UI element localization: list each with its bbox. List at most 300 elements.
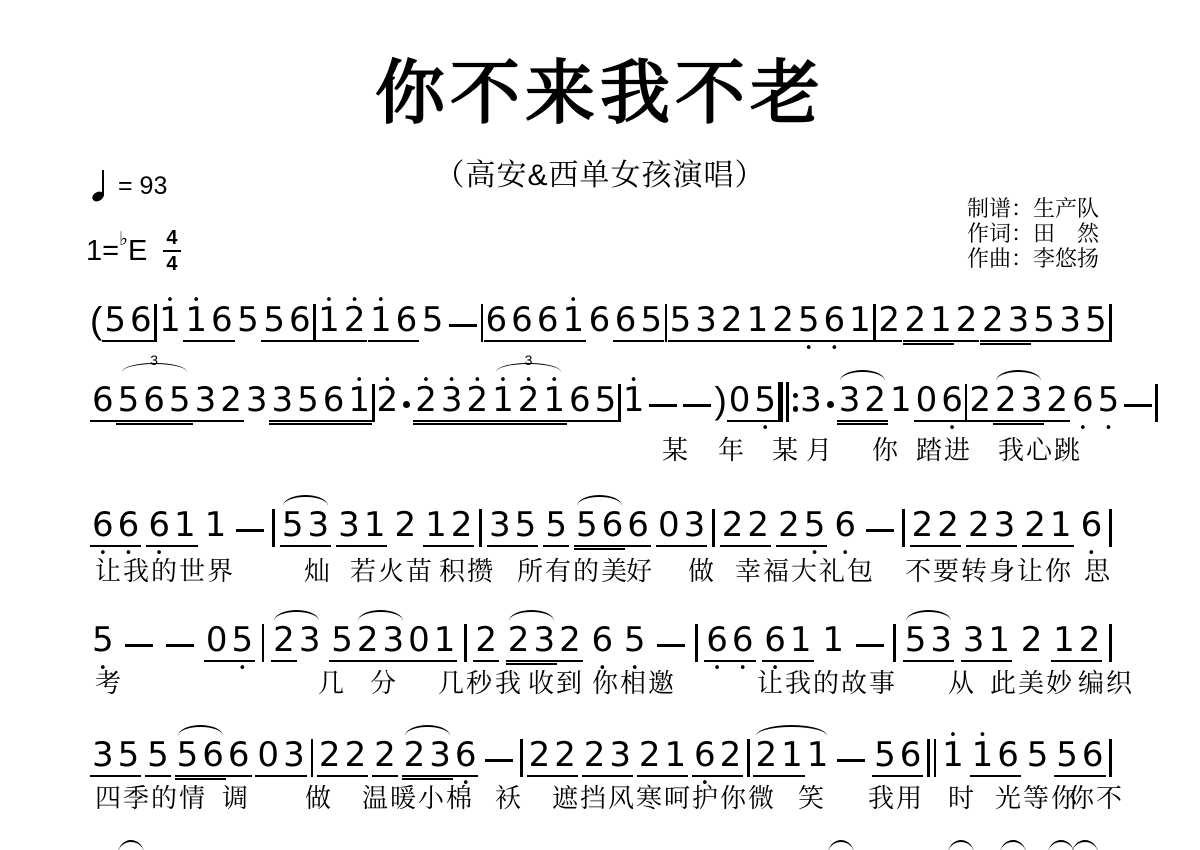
token — [1019, 620, 1045, 662]
token — [832, 505, 858, 547]
note: 3 — [194, 380, 217, 420]
dash — [485, 759, 513, 763]
note: 6 — [322, 380, 345, 420]
note: 2 — [356, 620, 379, 660]
slur-group — [175, 735, 226, 777]
note: 2 — [981, 300, 1004, 340]
token — [1121, 404, 1155, 423]
token — [853, 644, 887, 663]
token — [271, 620, 322, 662]
token — [872, 735, 923, 777]
note: 3 — [429, 735, 451, 775]
lyric: 我心跳 — [998, 435, 1083, 465]
note: • 2 — [413, 383, 439, 422]
token — [235, 300, 261, 342]
lyric: 时 — [948, 783, 977, 813]
note: 5 • — [802, 508, 828, 547]
lyric: 积攒 — [439, 556, 496, 586]
lyric: 我用 — [868, 783, 925, 813]
note: 2 — [1046, 380, 1068, 420]
note: 3 — [1007, 300, 1030, 340]
flat-icon: ♭ — [119, 228, 129, 250]
token — [473, 620, 499, 662]
note: 6 • — [146, 508, 172, 547]
note: 2 — [720, 300, 743, 340]
barline — [893, 624, 896, 662]
token — [392, 505, 418, 547]
note: 2 — [554, 735, 576, 775]
token — [637, 735, 688, 777]
note: 2 — [344, 735, 367, 775]
barline — [1109, 304, 1112, 342]
token — [1054, 735, 1105, 777]
note: 1 — [1053, 620, 1075, 660]
token — [261, 300, 312, 342]
token — [233, 529, 267, 548]
lyric: 四季的情 — [95, 783, 208, 813]
slur-group — [903, 620, 954, 662]
note: 3 — [298, 620, 321, 660]
double-barline — [927, 739, 936, 777]
dash — [449, 324, 477, 328]
note: 5 — [514, 505, 537, 545]
note: 5 — [594, 380, 617, 420]
token — [336, 505, 387, 547]
triplet-group — [116, 380, 193, 422]
note: 3 — [695, 300, 717, 340]
glyph — [778, 382, 783, 422]
token — [145, 735, 171, 777]
token — [1025, 735, 1051, 777]
note: 5 — [545, 505, 567, 545]
token — [183, 300, 234, 342]
token — [720, 505, 771, 547]
token — [90, 505, 141, 547]
note: 6 — [143, 380, 165, 420]
token — [146, 505, 197, 547]
note: • 2 — [464, 383, 490, 422]
note: 2 — [1078, 620, 1101, 660]
token — [747, 739, 750, 777]
note: 2 — [778, 505, 800, 545]
lyric: 好 — [626, 556, 655, 586]
note: 1 — [822, 620, 844, 660]
token — [1109, 624, 1112, 662]
dash — [125, 644, 153, 648]
credit-arranger: 制谱：生产队 — [967, 196, 1100, 221]
token — [668, 300, 873, 342]
note: 2 — [995, 380, 1017, 420]
note: 5 • — [796, 303, 822, 342]
barline — [262, 624, 265, 662]
note: 6 • — [453, 738, 479, 777]
note: 2 — [273, 620, 295, 660]
lyric: 让我的故事 — [757, 668, 898, 698]
token — [402, 735, 479, 777]
token — [914, 380, 965, 422]
note: 5 — [168, 380, 191, 420]
parenthesis: ) — [714, 380, 727, 421]
note: • 3 — [439, 383, 465, 422]
barline — [1155, 384, 1158, 422]
barline — [695, 624, 698, 662]
token — [464, 624, 467, 662]
token — [479, 509, 482, 547]
cutoff-slur-arc — [118, 840, 144, 850]
note: 3 — [1059, 300, 1082, 340]
cutoff-slur-arc — [1000, 840, 1026, 850]
note: 5 — [1033, 300, 1055, 340]
token — [961, 620, 1012, 662]
note: 3 — [838, 380, 861, 420]
credit-lyricist: 作词：田 然 — [967, 221, 1100, 246]
note: 0 — [408, 620, 430, 660]
song-title: 你不来我不老 — [375, 54, 825, 132]
cutoff-slur-arc — [1048, 840, 1074, 850]
note: 2 — [721, 505, 744, 545]
note: 3 — [283, 735, 305, 775]
repeat-begin-barline — [778, 382, 798, 422]
token — [1155, 384, 1158, 422]
cutoff-slur-arc — [828, 840, 854, 850]
token — [863, 529, 897, 548]
note: 3 — [271, 380, 294, 420]
token — [798, 380, 837, 422]
token — [589, 620, 615, 662]
lyric: 灿 — [304, 556, 333, 586]
augmentation-dot — [403, 401, 410, 408]
token — [317, 735, 368, 777]
token — [163, 644, 197, 663]
note: 6 — [601, 505, 624, 545]
token — [1022, 505, 1073, 547]
lyric: 几 — [318, 668, 347, 698]
note: 0 — [915, 380, 938, 420]
music-line-5 — [90, 735, 1112, 777]
glyph — [786, 382, 789, 422]
token — [613, 300, 664, 342]
barline — [712, 509, 715, 547]
note: 2 — [394, 505, 417, 545]
note: 1 — [806, 735, 829, 775]
token — [727, 380, 778, 422]
note: 5 — [640, 300, 663, 340]
note: 2 — [374, 735, 396, 775]
key-prefix: 1= — [86, 234, 120, 267]
note: 5 — [281, 505, 304, 545]
token — [970, 735, 1021, 777]
music-line-1 — [90, 300, 1112, 342]
dash — [856, 644, 884, 648]
lyric: 调 — [222, 783, 251, 813]
note: 5 — [147, 735, 169, 775]
note: 5 — [331, 620, 353, 660]
dash — [657, 644, 685, 648]
note: 6 • — [90, 508, 116, 547]
token — [1057, 300, 1108, 342]
note: 3 — [489, 505, 511, 545]
token — [487, 505, 538, 547]
note: 5 — [1026, 735, 1049, 775]
note: 5 — [904, 620, 927, 660]
note: 1 — [849, 300, 871, 340]
note: 2 — [864, 380, 886, 420]
note: 5 — [1085, 300, 1107, 340]
note: • 1 — [157, 303, 183, 342]
token — [910, 505, 961, 547]
meter-upper: 4 — [163, 228, 180, 252]
token — [837, 380, 914, 422]
lyric: 踏进 — [916, 435, 973, 465]
note: 1 — [363, 505, 386, 545]
note: 3 — [338, 505, 360, 545]
note: • 1 — [368, 303, 394, 342]
note: 2 — [755, 735, 778, 775]
token — [272, 509, 275, 547]
token — [893, 624, 896, 662]
token — [423, 505, 474, 547]
note: 5 — [421, 300, 444, 340]
lyric: 思 — [1084, 556, 1113, 586]
note: 3 — [307, 505, 330, 545]
note: 3 — [245, 380, 268, 420]
note: • 1 — [183, 303, 209, 342]
token — [704, 620, 755, 662]
augmentation-dot — [827, 401, 834, 408]
token — [1070, 380, 1096, 422]
dash — [683, 404, 711, 408]
note: • 1 — [621, 383, 647, 422]
dash — [166, 644, 194, 648]
note: 5 — [263, 300, 285, 340]
note: 6 — [997, 735, 1019, 775]
token — [157, 300, 183, 342]
note: 6 — [1081, 735, 1104, 775]
note: • 1 — [541, 383, 567, 422]
token — [204, 620, 255, 662]
meter-lower: 4 — [166, 253, 178, 275]
lyric: 某 — [662, 435, 691, 465]
barline — [902, 509, 905, 547]
note: 6 • — [1070, 383, 1096, 422]
token — [993, 380, 1070, 422]
barline — [272, 509, 275, 547]
tempo-value: = 93 — [118, 171, 168, 200]
token — [776, 505, 827, 547]
note: • 2 — [516, 383, 542, 422]
token — [966, 505, 1017, 547]
note: 2 — [937, 505, 959, 545]
token — [244, 380, 270, 422]
token — [695, 624, 698, 662]
note: 2 — [220, 380, 242, 420]
note: 2 — [747, 505, 770, 545]
note: 3 — [609, 735, 631, 775]
slur-group — [753, 735, 830, 777]
note: 6 • — [762, 623, 788, 662]
lyric: 让我的世界 — [95, 556, 236, 586]
lyric: 你 — [872, 435, 901, 465]
token — [646, 404, 680, 423]
note: 6 — [129, 300, 152, 340]
glyph — [934, 739, 937, 777]
note: 3 — [930, 620, 952, 660]
lyric: 遮挡风寒呵护你微 — [552, 783, 777, 813]
note: 2 — [318, 735, 341, 775]
note: 5 • — [230, 623, 256, 662]
lyric: 从 — [948, 668, 977, 698]
slur-group — [402, 735, 453, 777]
token — [90, 620, 116, 662]
token — [680, 382, 726, 422]
token — [316, 300, 367, 342]
note: 2 — [583, 735, 606, 775]
token — [372, 735, 398, 777]
note: 5 • — [1096, 383, 1122, 422]
slur-group — [280, 505, 331, 547]
note: 2 — [904, 300, 927, 340]
note: 0 — [728, 380, 751, 420]
note: 1 — [746, 300, 769, 340]
token — [311, 739, 314, 777]
lyric: 温暖小棉 — [362, 783, 475, 813]
slur-group — [506, 620, 557, 662]
lyric: 做 — [305, 783, 334, 813]
note: 1 — [433, 620, 456, 660]
dash — [236, 529, 264, 533]
lyric: 编织 — [1078, 668, 1135, 698]
token — [902, 509, 905, 547]
note: 3 — [683, 505, 706, 545]
token — [527, 735, 578, 777]
note: 6 • — [1079, 508, 1105, 547]
music-line-3 — [90, 505, 1112, 547]
barline — [311, 739, 314, 777]
note: 2 — [507, 620, 530, 660]
token — [280, 505, 331, 547]
lyric: 若火苗 — [350, 556, 435, 586]
token — [420, 300, 446, 342]
note: 3 — [800, 380, 822, 420]
note: 2 — [878, 300, 900, 340]
slur-group — [993, 380, 1044, 422]
token — [582, 735, 633, 777]
note: 0 — [257, 735, 280, 775]
token — [927, 739, 936, 777]
note: 2 — [1020, 620, 1043, 660]
token — [656, 505, 707, 547]
token — [543, 505, 569, 547]
note: 6 • — [704, 623, 730, 662]
note: 1 — [1049, 505, 1072, 545]
token — [980, 300, 1057, 342]
note: 5 — [669, 300, 692, 340]
token — [762, 620, 813, 662]
note: 2 — [450, 505, 473, 545]
note: 5 • — [90, 623, 116, 662]
note: 6 • — [589, 623, 615, 662]
note: 6 — [210, 300, 233, 340]
note: 6 — [227, 735, 250, 775]
note: 6 — [569, 380, 591, 420]
note: 6 • — [692, 738, 718, 777]
token — [654, 644, 688, 663]
token — [203, 505, 229, 547]
token — [255, 735, 306, 777]
token — [446, 324, 480, 343]
note: 5 • — [752, 383, 778, 422]
note: 5 — [575, 505, 598, 545]
note: 1 — [781, 735, 803, 775]
lyric: 考 — [95, 668, 124, 698]
key-tonic: E — [128, 234, 148, 267]
note: 3 — [962, 620, 985, 660]
note: 6 — [588, 300, 611, 340]
dash — [1124, 404, 1152, 408]
token — [1096, 380, 1122, 422]
token — [175, 735, 252, 777]
token — [413, 380, 490, 422]
dash — [837, 759, 865, 763]
lyric: 收到 — [528, 668, 585, 698]
token — [368, 300, 419, 342]
note: 2 — [475, 620, 498, 660]
token — [122, 644, 156, 663]
note: 6 — [899, 735, 922, 775]
lyric: 袄 — [495, 783, 524, 813]
note: 6 — [614, 300, 637, 340]
note: 1 — [664, 735, 687, 775]
note: 2 — [969, 380, 992, 420]
note: • 1 — [346, 383, 372, 422]
token — [876, 300, 902, 342]
token — [903, 620, 954, 662]
token — [262, 624, 265, 662]
note: 2 — [911, 505, 934, 545]
parenthesis: ( — [90, 300, 103, 341]
lyric: 光等你 — [995, 783, 1080, 813]
token — [90, 380, 244, 422]
lyric: 幸福大礼包 — [735, 556, 876, 586]
barline — [464, 624, 467, 662]
note: 6 — [288, 300, 311, 340]
lyric: 你相邀 — [592, 668, 677, 698]
note: • 1 — [560, 303, 586, 342]
note: 2 — [638, 735, 661, 775]
note: 5 — [237, 300, 259, 340]
barline — [747, 739, 750, 777]
note: 2 — [719, 735, 742, 775]
token — [90, 735, 141, 777]
token — [622, 620, 648, 662]
lyric: 年 — [718, 435, 747, 465]
token — [506, 620, 583, 662]
lyric: 做 — [688, 556, 717, 586]
slur-group — [355, 620, 406, 662]
note: 6 • — [939, 383, 965, 422]
lyric: 你不 — [1068, 783, 1125, 813]
token — [753, 735, 830, 777]
token — [574, 505, 651, 547]
token — [778, 382, 798, 422]
token — [587, 300, 613, 342]
note: • 2 — [375, 383, 401, 422]
note: 6 • — [116, 508, 142, 547]
token — [834, 759, 868, 778]
lyric: 我 — [495, 668, 524, 698]
note: 5 — [104, 300, 126, 340]
note: 6 — [92, 380, 114, 420]
